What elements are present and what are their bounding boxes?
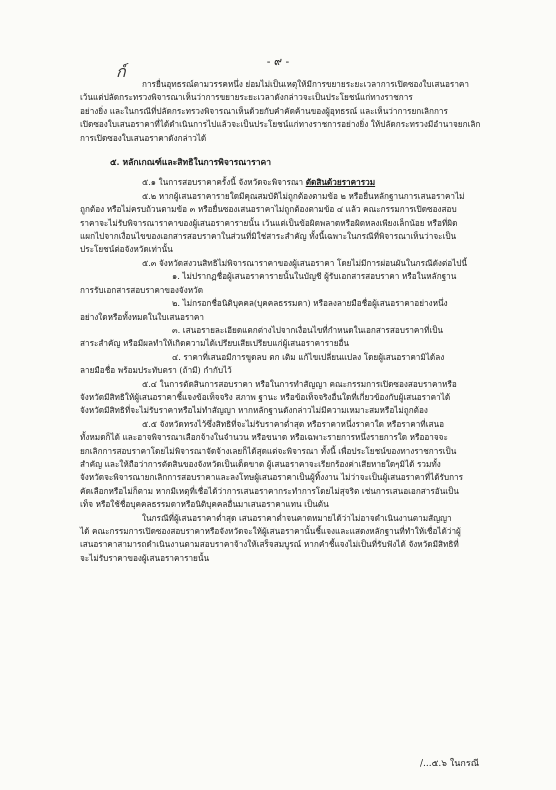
- paragraph-line: ๕.๔ ในการตัดสินการสอบราคา หรือในการทำสัญญา คณะกรรมการเปิดซองสอบราคาหรือ: [142, 378, 457, 389]
- paragraph-line: ๑. ไม่ปรากฏชื่อผู้เสนอราคารายนั้นในบัญชี ผู้รับเอกสารสอบราคา หรือในหลักฐาน: [172, 271, 457, 282]
- paragraph-line: สาระสำคัญ หรือมีผลทำให้เกิดความได้เปรียบเสียเปรียบแก่ผู้เสนอราคารายอื่น: [80, 338, 350, 349]
- paragraph-line: เสนอราคาสามารถดำเนินงานตามสอบราคาจ้างให้เสร็จสมบูรณ์ หากคำชี้แจงไม่เป็นที่รับฟังได้ จังหวัดมีสิทธิที่: [80, 539, 459, 550]
- paragraph-line: จังหวัดมีสิทธิที่จะไม่รับราคาหรือไม่ทำสัญญา หากหลักฐานดังกล่าวไม่มีความเหมาะสมหรือไม่ถูกต้อง: [80, 405, 428, 416]
- paragraph-line: ๕.๒ หากผู้เสนอราคารายใดมีคุณสมบัติไม่ถูกต้องตามข้อ ๒ หรือยื่นหลักฐานการเสนอราคาไม่: [142, 190, 465, 201]
- paragraph-line: ถูกต้อง หรือไม่ครบถ้วนตามข้อ ๓ หรือยื่นซองเสนอราคาไม่ถูกต้องตามข้อ ๔ แล้ว คณะกรรมการเปิดซองสอบ: [80, 204, 457, 215]
- continuation-marker: /...๕.๖ ในกรณี: [420, 759, 480, 769]
- paragraph-line: ๓. เสนอรายละเอียดแตกต่างไปจากเงื่อนไขที่กำหนดในเอกสารสอบราคาที่เป็น: [172, 324, 443, 335]
- paragraph-line: ประโยชน์ต่อจังหวัดเท่านั้น: [80, 244, 173, 255]
- paragraph-line: ได้ คณะกรรมการเปิดซองสอบราคาหรือจังหวัดจะให้ผู้เสนอราคานั้นชี้แจงและแสดงหลักฐานที่ทำให้เชื่อได้ว่าผู้: [80, 526, 461, 536]
- paragraph-line: แผกไปจากเงื่อนไขของเอกสารสอบราคาในส่วนที่มิใช่สาระสำคัญ ทั้งนี้เฉพาะในกรณีที่พิจารณาเห็นว่าจะเป็น: [80, 231, 457, 242]
- paragraph-line: เว้นแต่ปลัดกระทรวงพิจารณาเห็นว่าการขยายระยะเวลาดังกล่าวจะเป็นประโยชน์แก่ทางราชการ: [80, 92, 413, 103]
- paragraph-line: ยกเลิกการสอบราคาโดยไม่พิจารณาจัดจ้างเลยก็ได้สุดแต่จะพิจารณา ทั้งนี้ เพื่อประโยชน์ของทางราชการเป็น: [80, 445, 457, 456]
- paragraph-line: จังหวัดมีสิทธิให้ผู้เสนอราคาชี้แจงข้อเท็จจริง สภาพ ฐานะ หรือข้อเท็จจริงอื่นใดที่เกี่ยวข้องกับผู้เสนอราคาได้: [80, 391, 451, 402]
- clause-emphasis: ตัดสินด้วยราคารวม: [305, 177, 376, 188]
- clause-text: ๕.๑ ในการสอบราคาครั้งนี้ จังหวัดจะพิจารณา: [142, 177, 304, 188]
- paragraph-line: ทั้งหมดก็ได้ และอาจพิจารณาเลือกจ้างในจำนวน หรือขนาด หรือเฉพาะรายการหนึ่งรายการใด หรืออาจจะ: [80, 432, 448, 443]
- paragraph-line: การเปิดซองใบเสนอราคาดังกล่าวได้: [80, 132, 207, 143]
- document-body: [80, 78, 500, 565]
- paragraph-line: ๒. ไม่กรอกชื่อนิติบุคคล(บุคคลธรรมดา) หรือลงลายมือชื่อผู้เสนอราคาอย่างหนึ่ง: [172, 298, 448, 309]
- paragraph-line: การยื่นอุทธรณ์ตามวรรคหนึ่ง ย่อมไม่เป็นเหตุให้มีการขยายระยะเวลาการเปิดซองใบเสนอราคา: [142, 79, 470, 89]
- paragraph-line: คัดเลือกหรือไม่ก็ตาม หากมีเหตุที่เชื่อได้ว่าการเสนอราคากระทำการโดยไม่สุจริต เช่นการเสนอเอกสารอันเป็น: [80, 485, 459, 496]
- paragraph-line: ๕.๕ จังหวัดทรงไว้ซึ่งสิทธิที่จะไม่รับราคาต่ำสุด หรือราคาหนึ่งราคาใด หรือราคาที่เสนอ: [142, 418, 445, 429]
- paragraph-line: เท็จ หรือใช้ชื่อบุคคลธรรมดาหรือนิติบุคคลอื่นมาเสนอราคาแทน เป็นต้น: [80, 499, 329, 510]
- clause-5-1: [80, 176, 500, 189]
- paragraph-line: ๕.๓ จังหวัดสงวนสิทธิไม่พิจารณาราคาของผู้เสนอราคา โดยไม่มีการผ่อนผันในกรณีดังต่อไปนี้: [142, 257, 468, 268]
- paragraph-line: สำคัญ และให้ถือว่าการตัดสินของจังหวัดเป็นเด็ดขาด ผู้เสนอราคาจะเรียกร้องค่าเสียหายใดๆมิได้ รวมทั้ง: [80, 458, 441, 469]
- paragraph-line: ราคาจะไม่รับพิจารณาราคาของผู้เสนอราคารายนั้น เว้นแต่เป็นข้อผิดพลาดหรือผิดหลงเพียงเล็กน้อย หรือที่ผิด: [80, 217, 458, 228]
- paragraph-line: จังหวัดจะพิจารณายกเลิกการสอบราคาและลงโทษผู้เสนอราคาเป็นผู้ทิ้งงาน ไม่ว่าจะเป็นผู้เสนอราคาที่ได้รับการ: [80, 472, 464, 483]
- section-heading: ๕. หลักเกณฑ์และสิทธิในการพิจารณาราคา: [110, 158, 272, 169]
- paragraph-line: ๔. ราคาที่เสนอมีการขูดลบ ตก เติม แก้ไขเปลี่ยนแปลง โดยผู้เสนอราคามิได้ลง: [172, 351, 445, 362]
- paragraph-line: อย่างยิ่ง และในกรณีที่ปลัดกระทรวงพิจารณาเห็นด้วยกับคำคัดค้านของผู้อุทธรณ์ และเห็นว่าการยกเลิกการ: [80, 105, 448, 116]
- paragraph-line: การรับเอกสารสอบราคาของจังหวัด: [80, 284, 204, 295]
- paragraph-line: ลายมือชื่อ พร้อมประทับตรา (ถ้ามี) กำกับไว้: [80, 365, 232, 376]
- paragraph-line: จะไม่รับราคาของผู้เสนอราคารายนั้น: [80, 552, 210, 563]
- paragraph-line: เปิดซองใบเสนอราคาที่ได้ดำเนินการไปแล้วจะเป็นประโยชน์แก่ทางราชการอย่างยิ่ง ให้ปลัดกระทรวงมีอำนาจยกเลิก: [80, 119, 481, 130]
- handwritten-mark: ก์: [116, 62, 126, 81]
- paragraph-line: อย่างใดหรือทั้งหมดในใบเสนอราคา: [80, 311, 205, 322]
- page-number: - ๙ -: [266, 55, 290, 68]
- paragraph-line: ในกรณีที่ผู้เสนอราคาต่ำสุด เสนอราคาต่ำจนคาดหมายได้ว่าไม่อาจดำเนินงานตามสัญญา: [142, 512, 452, 523]
